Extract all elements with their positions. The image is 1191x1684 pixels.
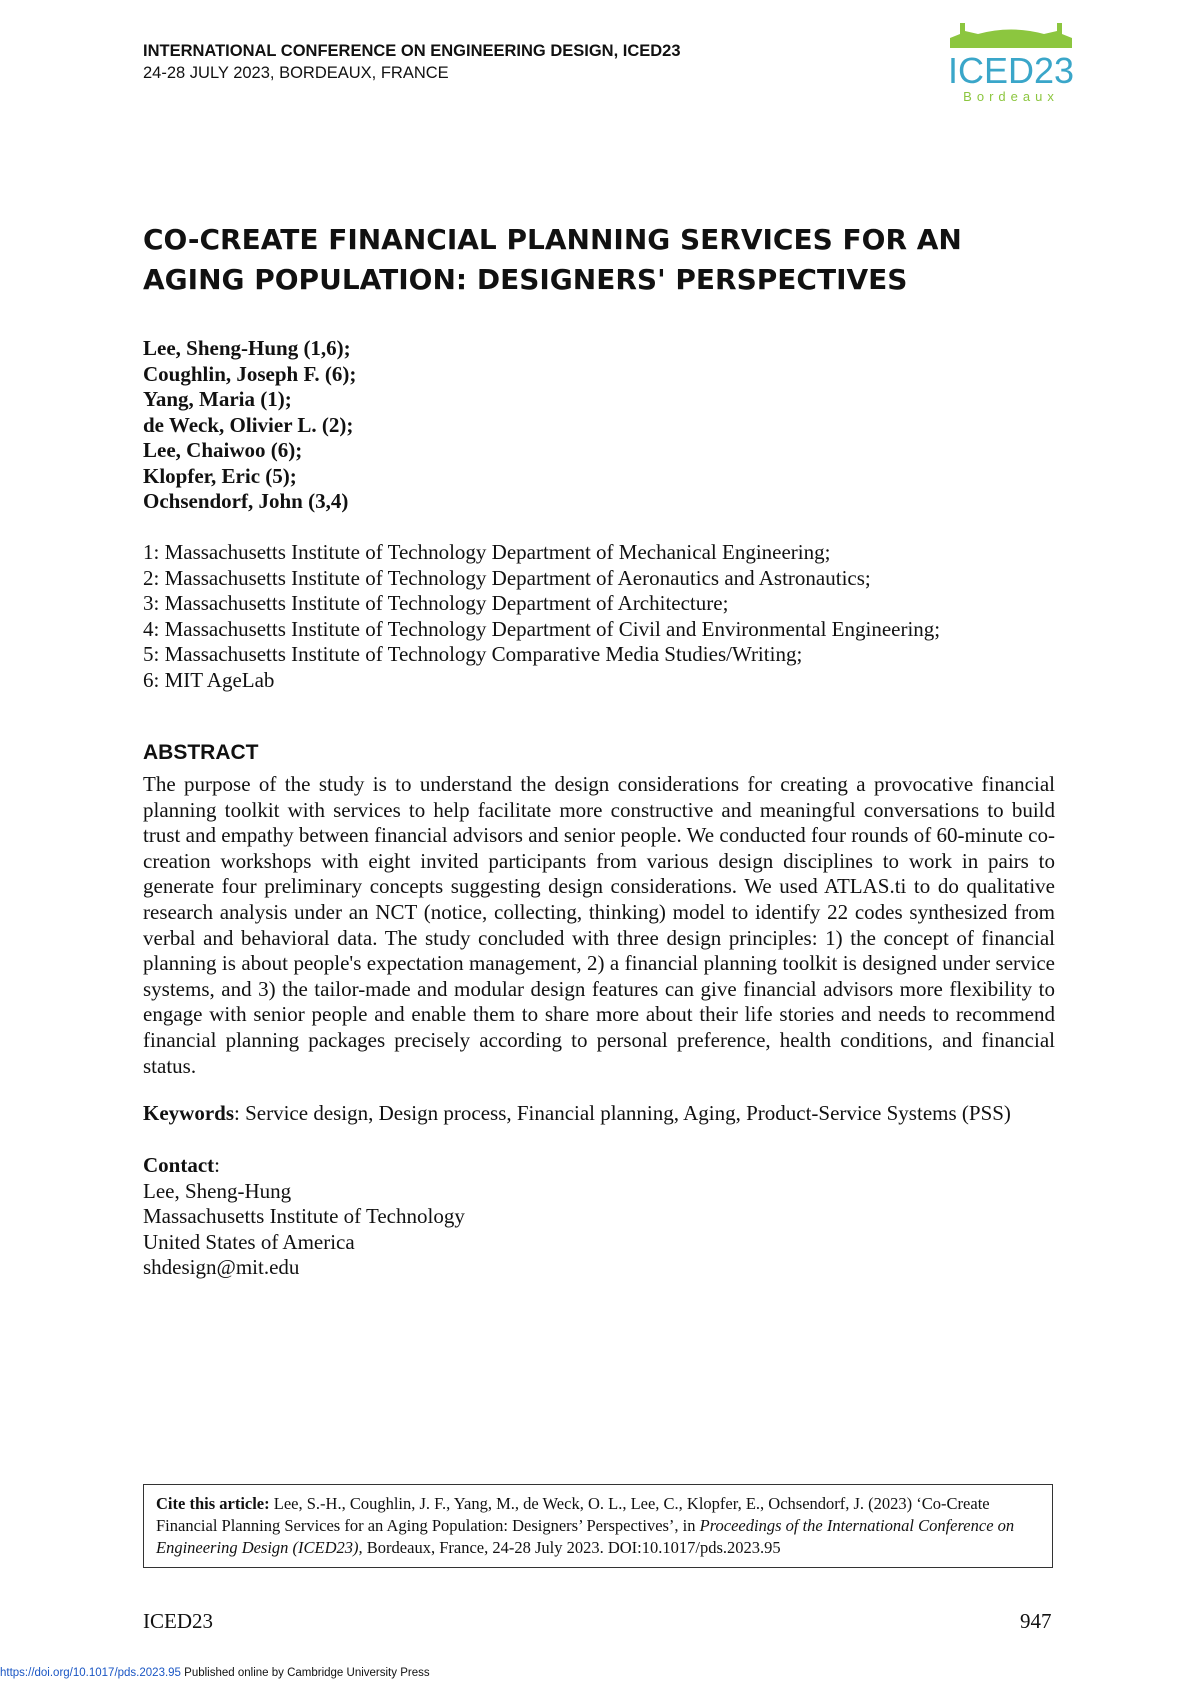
affiliation-list [143, 540, 940, 693]
iced23-logo [948, 18, 1074, 106]
conference-name: INTERNATIONAL CONFERENCE ON ENGINEERING DESIGN, ICED23 [143, 42, 681, 60]
abstract-body: The purpose of the study is to understand the design considerations for creating a provocative financial planning toolkit with services to help facilitate more constructive and meaningful conversations to build trust and empathy between financial advisors and senior people. We conducted four rounds of 60-minute co-creation workshops with eight invited participants from various design disciplines to work in pairs to generate four preliminary concepts suggesting design considerations. We used ATLAS.ti to do qualitative research analysis under an NCT (notice, collecting, thinking) model to identify 22 codes synthesized from verbal and behavioral data. The study concluded with three design principles: 1) the concept of financial planning is about people's expectation management, 2) a financial planning toolkit is designed under service systems, and 3) the tailor-made and modular design features can give financial advisors more flexibility to engage with senior people and enable them to share more about their life stories and needs to recommend financial planning packages precisely according to personal preference, health conditions, and financial status. [143, 772, 1055, 1078]
author-item: Lee, Chaiwoo (6); [143, 438, 303, 462]
affiliation-item: 4: Massachusetts Institute of Technology Department of Civil and Environmental Engineering; [143, 616, 941, 641]
contact-separator: : [214, 1153, 220, 1177]
page-number: 947 [1020, 1609, 1052, 1633]
doi-footer [0, 1667, 430, 1679]
doi-link[interactable]: https://doi.org/10.1017/pds.2023.95 [0, 1667, 181, 1679]
title-line-2: AGING POPULATION: DESIGNERS' PERSPECTIVES [143, 263, 908, 296]
author-item: de Weck, Olivier L. (2); [143, 412, 354, 437]
affiliation-item: 1: Massachusetts Institute of Technology Department of Mechanical Engineering; [143, 540, 831, 564]
citation-box [143, 1484, 1053, 1568]
keywords-separator: : [234, 1101, 240, 1125]
affiliation-item: 3: Massachusetts Institute of Technology Department of Architecture; [143, 591, 729, 615]
citation-label: Cite this article: [156, 1494, 270, 1513]
affiliation-item: 2: Massachusetts Institute of Technology Department of Aeronautics and Astronautics; [143, 565, 871, 590]
title-line-1: CO-CREATE FINANCIAL PLANNING SERVICES FOR AN [143, 223, 962, 256]
citation-text-end: Bordeaux, France, 24-28 July 2023. DOI:10.1017/pds.2023.95 [362, 1538, 781, 1557]
keywords-label: Keywords [143, 1101, 234, 1125]
logo-subtext: Bordeaux [963, 89, 1059, 104]
abstract-heading: ABSTRACT [143, 741, 259, 764]
publisher-note: Published online by Cambridge University Press [180, 1667, 430, 1679]
keywords [143, 1101, 1063, 1127]
contact-email: shdesign@mit.edu [143, 1255, 300, 1279]
keywords-text: Service design, Design process, Financial planning, Aging, Product-Service Systems (PSS) [239, 1101, 1011, 1125]
citation-proceedings: Proceedings of the International Conference on Engineering Design (ICED23), [156, 1516, 1015, 1557]
contact-country: United States of America [143, 1229, 355, 1254]
logo-skyline-shape [950, 23, 1072, 48]
affiliation-item: 5: Massachusetts Institute of Technology Comparative Media Studies/Writing; [143, 642, 803, 666]
author-item: Lee, Sheng-Hung (1,6); [143, 336, 351, 360]
contact-institution: Massachusetts Institute of Technology [143, 1204, 465, 1228]
affiliation-item: 6: MIT AgeLab [143, 667, 275, 692]
conference-header [143, 40, 681, 84]
contact-block [143, 1153, 465, 1281]
author-item: Coughlin, Joseph F. (6); [143, 361, 357, 386]
citation-text: Lee, S.-H., Coughlin, J. F., Yang, M., de Weck, O. L., Lee, C., Klopfer, E., Ochsendorf, J. (2023) ‘Co-Create Financial Planning Services for an Aging Population: Designers’ Perspectives’, in [156, 1494, 990, 1535]
author-item: Klopfer, Eric (5); [143, 463, 297, 488]
author-item: Yang, Maria (1); [143, 387, 292, 411]
author-list [143, 336, 356, 515]
author-item: Ochsendorf, John (3,4) [143, 489, 349, 513]
contact-label: Contact [143, 1153, 215, 1177]
conference-dates: 24-28 JULY 2023, BORDEAUX, FRANCE [143, 64, 449, 82]
paper-title [143, 220, 1093, 300]
contact-name: Lee, Sheng-Hung [143, 1178, 292, 1203]
footer-conference: ICED23 [143, 1609, 213, 1633]
logo-text: ICED23 [948, 50, 1074, 91]
